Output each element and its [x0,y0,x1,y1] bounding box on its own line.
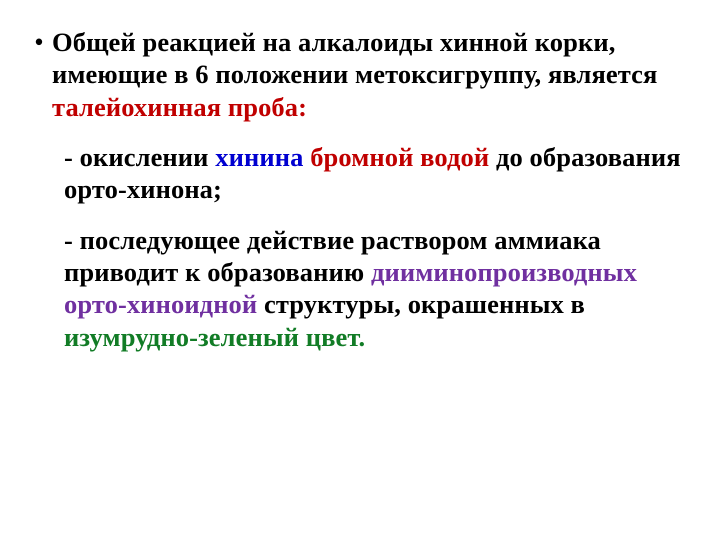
bullet-content [52,26,694,353]
text-segment-highlight: талейохинная проба: [52,91,308,122]
text-segment: - последующее действие раствором аммиака приводит к образованию [64,224,601,287]
bullet-dot-icon: • [34,27,44,57]
text-segment-highlight: бромной водой [310,141,490,172]
text-segment: структуры, окрашенных в [257,289,585,320]
text-segment-highlight: дииминопроизводных орто-хиноидной [64,256,637,320]
text-segment: - окислении [64,141,216,172]
bullet-item [26,26,694,353]
text-segment-highlight: изумрудно-зеленый цвет. [64,321,366,352]
text-segment: Общей реакцией на алкалоиды хинной корки, имеющие в 6 положении метоксигруппу, является [52,27,658,90]
text-segment: до образования орто-хинона; [64,141,681,205]
paragraph-step-1 [52,141,694,206]
paragraph-step-2 [52,224,694,353]
paragraph-main [52,26,694,123]
text-segment-highlight: хинина [215,141,304,172]
